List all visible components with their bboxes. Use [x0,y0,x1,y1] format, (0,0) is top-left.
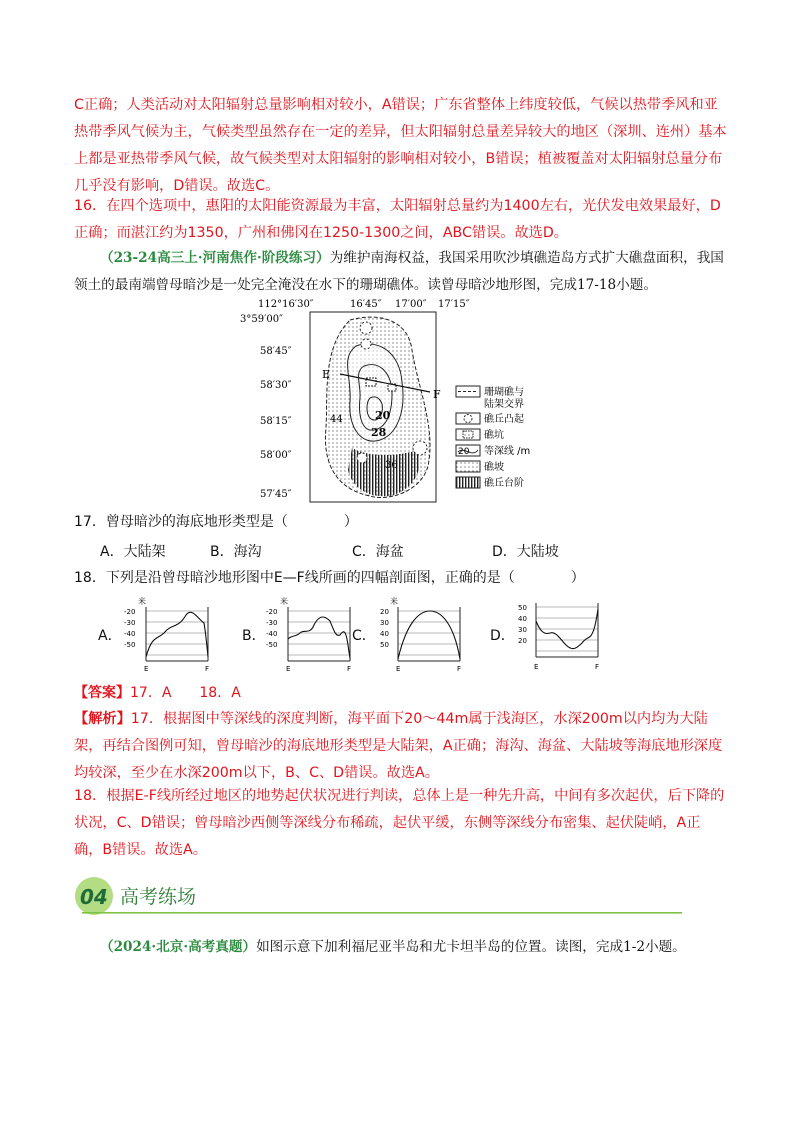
option-c[interactable]: C．海盆 [352,544,404,560]
profile-d-chart [510,595,610,675]
profile-tick: -40 [124,630,136,638]
profile-unit: 米 [280,597,288,606]
depth-label: 44 [330,414,343,425]
legend-label: 礁丘台阶 [484,478,524,489]
profile-e: E [286,665,291,673]
profile-e: E [396,665,401,673]
profile-tick: 50 [518,604,527,612]
question-intro-1-2 [74,934,728,961]
reef-bump-symbol [360,322,372,334]
q18-profiles [90,595,730,675]
question-18 [74,565,728,592]
profile-f: F [205,665,210,673]
profile-a-chart [120,595,220,675]
explanation-16-text: 16．在四个选项中，惠阳的太阳能资源最为丰富，太阳辐射总量约为1400左右，光伏发电效果最好，D正确；而湛江约为1350，广州和佛冈在1250-1300之间，ABC错误。故选D。 [74,198,721,241]
profile-tick: -50 [124,641,136,649]
analysis-17 [74,706,728,787]
analysis-18-text: 18．根据E-F线所经过地区的地势起伏状况进行判读，总体上是一种先升高，中间有多次起伏，后下降的状况，C、D错误；曾母暗沙西侧等深线分布稀疏，起伏平缓，东侧等深线分布密集、起伏陡峭，A正确，B错误。故选A。 [74,788,725,858]
option-d[interactable]: D．大陆坡 [492,544,559,560]
legend-contour-value: 20 [458,447,470,457]
profile-tick: -40 [266,630,278,638]
profile-f: F [347,665,352,673]
intro-text: 为维护南海权益，我国采用吹沙填礁造岛方式扩大礁盘面积，我国领土的最南端曾母暗沙是一处完全淹没在水下的珊瑚礁体。读曾母暗沙地形图，完成17-18小题。 [74,250,724,293]
profile-c-chart [372,595,472,675]
legend-label: 礁坡 [484,462,504,473]
reef-bump-symbol [413,441,427,455]
lon-label: 16′45″ [350,299,382,310]
lon-label: 17′00″ [395,299,427,310]
legend-label: 礁丘凸起 [484,414,524,425]
profile-c-label[interactable]: C． [352,628,376,644]
depth-label: 28 [371,426,387,439]
lat-label: 58′30″ [260,380,292,391]
lat-label: 58′15″ [260,416,292,427]
profile-tick: -30 [124,619,136,627]
explanation-16 [74,193,728,247]
profile-tick: 30 [518,626,527,634]
q17-stem: 17．曾母暗沙的海底地形类型是（ ） [74,514,358,530]
source-tag: （23-24高三上·河南焦作·阶段练习） [100,250,330,266]
option-a[interactable]: A．大陆架 [100,544,166,560]
lat-label: 58′00″ [260,450,292,461]
explanation-c [74,92,728,200]
reef-bump-symbol [357,453,367,463]
profile-tick: -20 [266,608,278,616]
profile-tick: 30 [380,619,389,627]
legend-label: 等深线 /m [484,446,531,457]
option-b[interactable]: B．海沟 [210,544,262,560]
explanation-c-text: C正确；人类活动对太阳辐射总量影响相对较小，A错误；广东省整体上纬度较低，气候以热带季风和亚热带季风气候为主，气候类型虽然存在一定的差异，但太阳辐射总量差异较大的地区（深圳、连州）基本上都是亚热带季风气候，故气候类型对太阳辐射的影响相对较小，B错误；植被覆盖对太阳辐射总量分布几乎没有影响，D错误。故选C。 [74,97,727,194]
question-intro-17-18 [74,245,728,299]
q18-stem: 18．下列是沿曾母暗沙地形图中E—F线所画的四幅剖面图，正确的是（ ） [74,570,585,586]
profile-d-label[interactable]: D． [490,628,515,644]
lon-label: 17′15″ [438,299,470,310]
profile-tick: -30 [266,619,278,627]
legend-label: 礁坑 [484,430,504,441]
map-legend [456,385,530,489]
map-svg [240,298,560,510]
line-label-e: E [322,368,331,381]
profile-e: E [534,663,539,671]
depth-label: 36 [385,460,398,471]
section-header-graphic [74,876,684,920]
legend-label: 珊瑚礁与 [484,387,524,398]
profile-f: F [457,665,462,673]
answer-block [74,680,728,707]
analysis-18 [74,783,728,864]
lat-label: 58′45″ [260,346,292,357]
zengmu-ansha-map [240,298,560,514]
legend-label: 陆架交界 [484,399,524,410]
profile-tick: -20 [124,608,136,616]
profile-e: E [144,665,149,673]
profile-f: F [595,663,600,671]
profile-tick: 40 [518,615,527,623]
answer-text: 17．A 18．A [130,685,241,701]
profile-tick: 20 [518,637,527,645]
analysis-tag: 【解析】 [74,711,131,727]
profile-b-label[interactable]: B． [242,628,266,644]
profile-unit: 米 [138,597,146,606]
profile-tick: 20 [380,608,389,616]
profile-b-chart [262,595,362,675]
profile-tick: -50 [266,641,278,649]
intro-text: 如图示意下加利福尼亚半岛和尤卡坦半岛的位置。读图，完成1-2小题。 [256,939,686,955]
reef-bump-symbol [361,339,371,349]
depth-label: 20 [375,409,391,422]
question-17 [74,509,728,536]
section-header [74,876,684,920]
answer-tag: 【答案】 [74,685,130,701]
profile-tick: 40 [380,630,389,638]
line-label-f: F [433,388,441,401]
section-number: 04 [80,885,108,909]
profile-unit: 米 [390,597,398,606]
profile-a-label[interactable]: A． [98,628,122,644]
lon-label: 112°16′30″ [258,299,314,310]
section-title: 高考练场 [120,886,197,908]
lat-label: 3°59′00″ [240,314,283,325]
analysis-17-text: 17．根据图中等深线的深度判断，海平面下20～44m属于浅海区，水深200m以内均为大陆架，再结合图例可知，曾母暗沙的海底地形类型是大陆架，A正确；海沟、海盆、大陆坡等海底地形深度均较深，至少在水深200m以下，B、C、D错误。故选A。 [74,711,723,781]
source-tag: （2024·北京·高考真题） [100,939,257,955]
profile-tick: 50 [380,641,389,649]
lat-label: 57′45″ [260,489,292,500]
